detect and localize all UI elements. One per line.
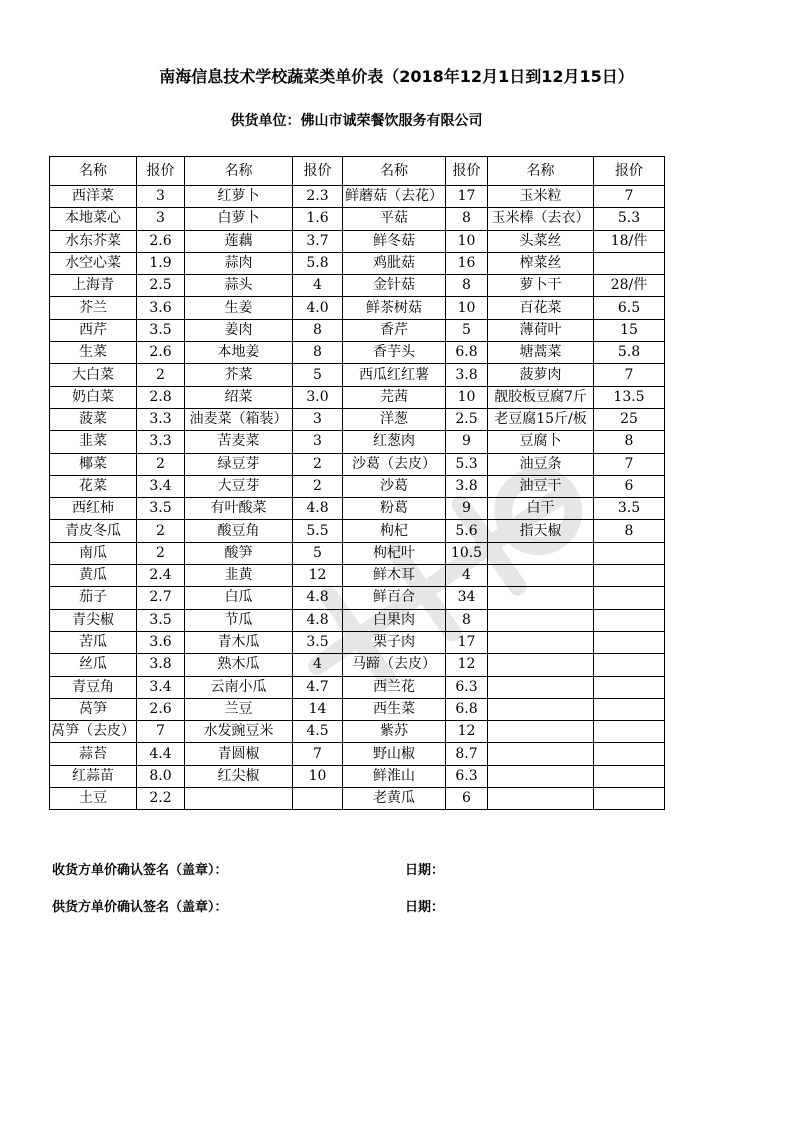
table-row — [50, 297, 665, 319]
item-price-cell: 3 — [137, 186, 185, 208]
item-name-cell: 椰菜 — [50, 453, 137, 475]
item-price-cell: 10 — [293, 765, 343, 787]
table-row — [50, 765, 665, 787]
item-name-cell: 红葱肉 — [343, 431, 446, 453]
item-name-cell: 百花菜 — [488, 297, 594, 319]
item-price-cell: 3.5 — [137, 319, 185, 341]
item-price-cell: 2 — [137, 520, 185, 542]
item-price-cell: 4 — [293, 654, 343, 676]
table-row — [50, 342, 665, 364]
item-price-cell: 3.8 — [446, 475, 488, 497]
item-price-cell: 4.8 — [293, 587, 343, 609]
table-row — [50, 386, 665, 408]
item-name-cell: 薄荷叶 — [488, 319, 594, 341]
item-name-cell: 紫苏 — [343, 721, 446, 743]
receiver-date-label: 日期： — [405, 863, 445, 878]
table-body — [50, 186, 665, 810]
item-price-cell: 4 — [446, 565, 488, 587]
item-name-cell: 绍菜 — [185, 386, 293, 408]
item-name-cell: 苦瓜 — [50, 631, 137, 653]
item-price-cell: 2 — [293, 475, 343, 497]
item-price-cell: 12 — [293, 565, 343, 587]
item-price-cell: 6.5 — [594, 297, 665, 319]
item-name-cell: 莴笋（去皮） — [50, 721, 137, 743]
item-name-cell — [488, 698, 594, 720]
item-name-cell: 老黄瓜 — [343, 788, 446, 810]
item-name-cell: 生姜 — [185, 297, 293, 319]
item-price-cell: 7 — [137, 721, 185, 743]
column-header-price: 报价 — [137, 157, 185, 186]
item-name-cell: 莴笋 — [50, 698, 137, 720]
supplier-date-label: 日期： — [405, 900, 445, 915]
column-header-price: 报价 — [446, 157, 488, 186]
item-name-cell: 青皮冬瓜 — [50, 520, 137, 542]
item-name-cell: 本地菜心 — [50, 208, 137, 230]
item-price-cell: 10 — [446, 297, 488, 319]
item-price-cell — [594, 252, 665, 274]
item-name-cell: 鲜木耳 — [343, 565, 446, 587]
item-price-cell: 9 — [446, 498, 488, 520]
table-row — [50, 431, 665, 453]
item-name-cell: 西生菜 — [343, 698, 446, 720]
item-price-cell: 2 — [293, 453, 343, 475]
item-price-cell: 3.5 — [137, 498, 185, 520]
table-row — [50, 721, 665, 743]
supplier-name: 供货单位：佛山市诚荣餐饮服务有限公司 — [230, 113, 483, 129]
item-price-cell: 34 — [446, 587, 488, 609]
item-price-cell: 7 — [594, 364, 665, 386]
item-price-cell: 5.6 — [446, 520, 488, 542]
item-name-cell: 黄瓜 — [50, 565, 137, 587]
item-name-cell: 西瓜红红薯 — [343, 364, 446, 386]
column-header-name: 名称 — [185, 157, 293, 186]
item-name-cell — [488, 631, 594, 653]
item-name-cell: 节瓜 — [185, 609, 293, 631]
item-price-cell: 8 — [446, 275, 488, 297]
item-name-cell: 油豆干 — [488, 475, 594, 497]
item-price-cell: 7 — [594, 186, 665, 208]
item-name-cell: 沙葛 — [343, 475, 446, 497]
item-name-cell: 平菇 — [343, 208, 446, 230]
item-price-cell: 5.8 — [293, 252, 343, 274]
item-name-cell: 青木瓜 — [185, 631, 293, 653]
item-name-cell: 香芹 — [343, 319, 446, 341]
item-name-cell — [488, 565, 594, 587]
item-price-cell: 3.4 — [137, 676, 185, 698]
item-name-cell: 绿豆芽 — [185, 453, 293, 475]
item-name-cell: 白干 — [488, 498, 594, 520]
item-price-cell: 10 — [446, 386, 488, 408]
item-price-cell: 4.8 — [293, 609, 343, 631]
item-price-cell — [594, 743, 665, 765]
item-name-cell: 马蹄（去皮） — [343, 654, 446, 676]
item-price-cell: 3.5 — [594, 498, 665, 520]
item-name-cell: 玉米粒 — [488, 186, 594, 208]
item-name-cell: 粉葛 — [343, 498, 446, 520]
item-price-cell: 3 — [137, 208, 185, 230]
item-name-cell — [488, 788, 594, 810]
item-price-cell: 17 — [446, 186, 488, 208]
item-name-cell: 鲜淮山 — [343, 765, 446, 787]
item-price-cell: 1.9 — [137, 252, 185, 274]
table-row — [50, 609, 665, 631]
item-price-cell: 6 — [446, 788, 488, 810]
item-price-cell: 2.6 — [137, 342, 185, 364]
supplier-signature-label: 供货方单价确认签名（盖章）： — [52, 900, 228, 915]
item-price-cell: 8 — [446, 208, 488, 230]
item-price-cell: 8 — [594, 520, 665, 542]
item-price-cell: 3.6 — [137, 297, 185, 319]
table-row — [50, 654, 665, 676]
item-name-cell: 洋葱 — [343, 408, 446, 430]
item-name-cell: 油豆条 — [488, 453, 594, 475]
item-price-cell — [594, 609, 665, 631]
column-header-name: 名称 — [343, 157, 446, 186]
item-name-cell: 鸡肶菇 — [343, 252, 446, 274]
item-name-cell: 蒜头 — [185, 275, 293, 297]
item-name-cell: 西芹 — [50, 319, 137, 341]
item-price-cell — [594, 654, 665, 676]
item-price-cell: 16 — [446, 252, 488, 274]
column-header-price: 报价 — [293, 157, 343, 186]
item-name-cell: 蒜肉 — [185, 252, 293, 274]
item-price-cell: 4.5 — [293, 721, 343, 743]
price-table — [49, 156, 665, 810]
item-name-cell: 西兰花 — [343, 676, 446, 698]
item-price-cell: 2 — [137, 364, 185, 386]
item-price-cell: 6.8 — [446, 342, 488, 364]
table-header-row — [50, 157, 665, 186]
table-row — [50, 498, 665, 520]
item-name-cell — [488, 587, 594, 609]
item-price-cell: 9 — [446, 431, 488, 453]
item-name-cell: 水空心菜 — [50, 252, 137, 274]
item-price-cell: 10 — [446, 230, 488, 252]
item-price-cell: 17 — [446, 631, 488, 653]
table-row — [50, 788, 665, 810]
item-price-cell — [594, 698, 665, 720]
item-name-cell: 玉米棒（去衣） — [488, 208, 594, 230]
item-name-cell: 栗子肉 — [343, 631, 446, 653]
item-price-cell: 3.4 — [137, 475, 185, 497]
item-name-cell: 水东芥菜 — [50, 230, 137, 252]
item-name-cell — [488, 765, 594, 787]
item-name-cell: 苦麦菜 — [185, 431, 293, 453]
item-price-cell: 12 — [446, 654, 488, 676]
column-header-name: 名称 — [50, 157, 137, 186]
item-name-cell: 花菜 — [50, 475, 137, 497]
item-price-cell: 3.7 — [293, 230, 343, 252]
item-name-cell: 生菜 — [50, 342, 137, 364]
item-price-cell: 3.5 — [293, 631, 343, 653]
item-price-cell: 8 — [293, 342, 343, 364]
table-row — [50, 698, 665, 720]
item-price-cell: 12 — [446, 721, 488, 743]
item-price-cell: 2.2 — [137, 788, 185, 810]
table-row — [50, 631, 665, 653]
item-price-cell: 2.5 — [137, 275, 185, 297]
item-name-cell: 芫茜 — [343, 386, 446, 408]
item-name-cell: 土豆 — [50, 788, 137, 810]
item-price-cell: 3.0 — [293, 386, 343, 408]
item-price-cell: 2.4 — [137, 565, 185, 587]
item-price-cell — [594, 587, 665, 609]
item-price-cell: 6 — [594, 475, 665, 497]
item-name-cell: 枸杞 — [343, 520, 446, 542]
item-name-cell: 萝卜干 — [488, 275, 594, 297]
table-row — [50, 319, 665, 341]
table-row — [50, 542, 665, 564]
item-price-cell: 5 — [446, 319, 488, 341]
item-name-cell: 南瓜 — [50, 542, 137, 564]
item-price-cell: 6.8 — [446, 698, 488, 720]
item-name-cell — [488, 721, 594, 743]
column-header-name: 名称 — [488, 157, 594, 186]
item-name-cell: 白果肉 — [343, 609, 446, 631]
item-name-cell — [488, 609, 594, 631]
item-name-cell: 大豆芽 — [185, 475, 293, 497]
item-name-cell: 沙葛（去皮） — [343, 453, 446, 475]
item-name-cell: 上海青 — [50, 275, 137, 297]
item-price-cell: 4.8 — [293, 498, 343, 520]
item-name-cell: 芥菜 — [185, 364, 293, 386]
item-name-cell — [488, 676, 594, 698]
item-price-cell: 13.5 — [594, 386, 665, 408]
table-row — [50, 275, 665, 297]
item-name-cell: 姜肉 — [185, 319, 293, 341]
item-name-cell: 青尖椒 — [50, 609, 137, 631]
item-price-cell: 5.5 — [293, 520, 343, 542]
item-price-cell: 3.8 — [446, 364, 488, 386]
item-price-cell: 8.7 — [446, 743, 488, 765]
item-name-cell: 白瓜 — [185, 587, 293, 609]
item-name-cell: 熟木瓜 — [185, 654, 293, 676]
item-price-cell: 5.3 — [446, 453, 488, 475]
receiver-signature-label: 收货方单价确认签名（盖章）： — [52, 863, 228, 878]
item-price-cell: 5.8 — [594, 342, 665, 364]
item-name-cell: 红萝卜 — [185, 186, 293, 208]
item-price-cell — [594, 676, 665, 698]
item-name-cell: 丝瓜 — [50, 654, 137, 676]
item-name-cell: 云南小瓜 — [185, 676, 293, 698]
item-price-cell: 3.6 — [137, 631, 185, 653]
item-price-cell — [594, 721, 665, 743]
item-price-cell: 4 — [293, 275, 343, 297]
item-price-cell: 4.7 — [293, 676, 343, 698]
item-name-cell: 西洋菜 — [50, 186, 137, 208]
table-row — [50, 587, 665, 609]
item-name-cell: 豆腐卜 — [488, 431, 594, 453]
item-name-cell — [488, 542, 594, 564]
table-row — [50, 565, 665, 587]
item-name-cell: 老豆腐15斤/板 — [488, 408, 594, 430]
item-name-cell: 头菜丝 — [488, 230, 594, 252]
item-price-cell — [293, 788, 343, 810]
table-row — [50, 520, 665, 542]
item-name-cell: 大白菜 — [50, 364, 137, 386]
item-price-cell: 2.8 — [137, 386, 185, 408]
item-name-cell: 水发豌豆米 — [185, 721, 293, 743]
item-price-cell: 28/件 — [594, 275, 665, 297]
item-price-cell: 8.0 — [137, 765, 185, 787]
table-row — [50, 453, 665, 475]
item-name-cell: 枸杞叶 — [343, 542, 446, 564]
item-price-cell: 2.7 — [137, 587, 185, 609]
item-name-cell: 青豆角 — [50, 676, 137, 698]
table-row — [50, 252, 665, 274]
item-price-cell: 8 — [293, 319, 343, 341]
item-price-cell — [594, 565, 665, 587]
item-name-cell: 塘蒿菜 — [488, 342, 594, 364]
item-price-cell: 1.6 — [293, 208, 343, 230]
item-price-cell: 5.3 — [594, 208, 665, 230]
item-price-cell: 2.6 — [137, 698, 185, 720]
item-name-cell: 鲜蘑菇（去花） — [343, 186, 446, 208]
item-price-cell: 3 — [293, 431, 343, 453]
table-row — [50, 676, 665, 698]
item-price-cell: 7 — [594, 453, 665, 475]
item-price-cell: 3 — [293, 408, 343, 430]
item-name-cell: 奶白菜 — [50, 386, 137, 408]
item-price-cell: 14 — [293, 698, 343, 720]
item-name-cell: 靓胶板豆腐7斤 — [488, 386, 594, 408]
item-name-cell: 油麦菜（箱装） — [185, 408, 293, 430]
table-row — [50, 743, 665, 765]
item-price-cell: 2 — [137, 542, 185, 564]
item-price-cell — [594, 631, 665, 653]
item-name-cell: 红蒜苗 — [50, 765, 137, 787]
item-price-cell: 5 — [293, 542, 343, 564]
item-name-cell — [185, 788, 293, 810]
table-row — [50, 475, 665, 497]
item-price-cell: 2.3 — [293, 186, 343, 208]
item-price-cell: 4.4 — [137, 743, 185, 765]
item-price-cell: 2 — [137, 453, 185, 475]
item-price-cell: 6.3 — [446, 676, 488, 698]
item-price-cell — [594, 788, 665, 810]
item-name-cell: 榨菜丝 — [488, 252, 594, 274]
table-row — [50, 230, 665, 252]
item-name-cell: 酸豆角 — [185, 520, 293, 542]
table-row — [50, 208, 665, 230]
item-price-cell: 2.6 — [137, 230, 185, 252]
item-name-cell: 鲜百合 — [343, 587, 446, 609]
item-name-cell: 兰豆 — [185, 698, 293, 720]
table-row — [50, 186, 665, 208]
page-title: 南海信息技术学校蔬菜类单价表（2018年12月1日到12月15日） — [159, 67, 634, 86]
item-name-cell: 金针菇 — [343, 275, 446, 297]
item-name-cell: 西红柿 — [50, 498, 137, 520]
item-name-cell: 芥兰 — [50, 297, 137, 319]
item-name-cell: 莲藕 — [185, 230, 293, 252]
column-header-price: 报价 — [594, 157, 665, 186]
item-name-cell: 鲜茶树菇 — [343, 297, 446, 319]
table-row — [50, 408, 665, 430]
item-price-cell — [594, 542, 665, 564]
item-name-cell: 蒜苔 — [50, 743, 137, 765]
item-name-cell: 本地姜 — [185, 342, 293, 364]
item-name-cell — [488, 654, 594, 676]
item-name-cell: 青圆椒 — [185, 743, 293, 765]
item-price-cell — [594, 765, 665, 787]
item-price-cell: 3.5 — [137, 609, 185, 631]
item-price-cell: 18/件 — [594, 230, 665, 252]
item-price-cell: 7 — [293, 743, 343, 765]
item-name-cell: 韭黄 — [185, 565, 293, 587]
item-price-cell: 3.8 — [137, 654, 185, 676]
item-name-cell: 红尖椒 — [185, 765, 293, 787]
item-name-cell: 有叶酸菜 — [185, 498, 293, 520]
item-name-cell: 韭菜 — [50, 431, 137, 453]
item-name-cell: 野山椒 — [343, 743, 446, 765]
item-name-cell — [488, 743, 594, 765]
item-price-cell: 8 — [446, 609, 488, 631]
item-price-cell: 15 — [594, 319, 665, 341]
item-name-cell: 菠菜 — [50, 408, 137, 430]
item-price-cell: 3.3 — [137, 408, 185, 430]
item-name-cell: 香芋头 — [343, 342, 446, 364]
item-price-cell: 10.5 — [446, 542, 488, 564]
item-name-cell: 酸笋 — [185, 542, 293, 564]
item-price-cell: 8 — [594, 431, 665, 453]
item-price-cell: 6.3 — [446, 765, 488, 787]
item-name-cell: 白萝卜 — [185, 208, 293, 230]
item-price-cell: 5 — [293, 364, 343, 386]
item-price-cell: 2.5 — [446, 408, 488, 430]
item-name-cell: 指天椒 — [488, 520, 594, 542]
item-name-cell: 茄子 — [50, 587, 137, 609]
item-price-cell: 25 — [594, 408, 665, 430]
item-name-cell: 菠萝肉 — [488, 364, 594, 386]
table-row — [50, 364, 665, 386]
item-price-cell: 4.0 — [293, 297, 343, 319]
item-name-cell: 鲜冬菇 — [343, 230, 446, 252]
item-price-cell: 3.3 — [137, 431, 185, 453]
